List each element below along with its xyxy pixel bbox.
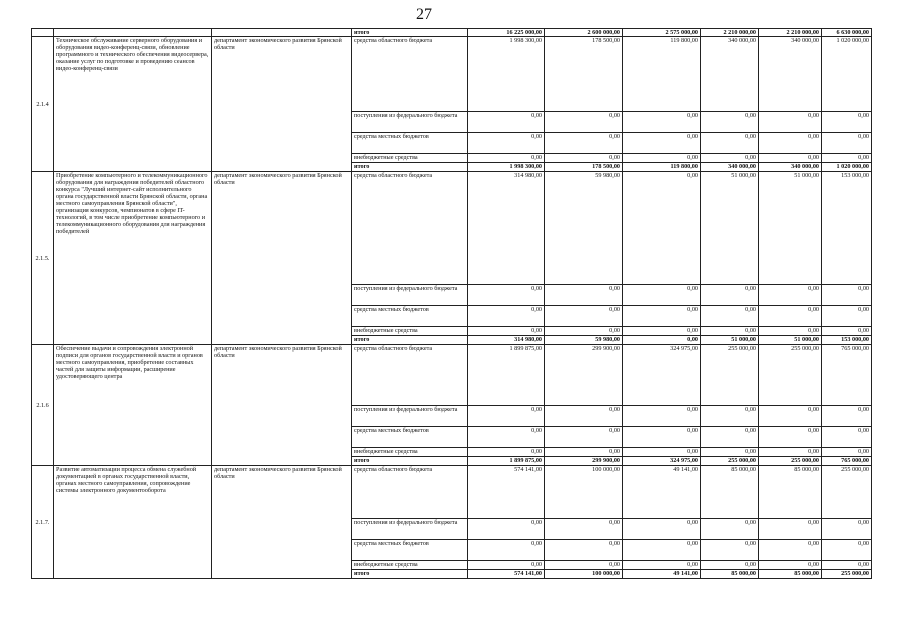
amount-cell: 0,00 [468, 285, 545, 306]
amount-cell: 0,00 [822, 133, 872, 154]
funding-source: итого [352, 457, 468, 466]
funding-source: средства областного бюджета [352, 37, 468, 112]
amount-cell: 255 000,00 [759, 457, 822, 466]
amount-cell: 765 000,00 [822, 457, 872, 466]
amount-cell: 314 980,00 [468, 336, 545, 345]
amount-cell: 100 000,00 [545, 570, 623, 579]
amount-cell: 153 000,00 [822, 172, 872, 285]
amount-cell: 0,00 [759, 540, 822, 561]
amount-cell: 0,00 [468, 561, 545, 570]
amount-cell: 153 000,00 [822, 336, 872, 345]
amount-cell: 0,00 [545, 561, 623, 570]
amount-cell: 0,00 [822, 561, 872, 570]
amount-cell: 0,00 [468, 306, 545, 327]
item-name: Техническое обслуживание серверного оборудования и оборудования видео-конференц-связи, обновление программного и технического обеспечения видеосервера, оказание услуг по подготовке и проведению сеансов видео-конференц-связи [54, 37, 212, 172]
executor-cell [212, 29, 352, 37]
amount-cell: 51 000,00 [701, 336, 759, 345]
name-cell [54, 29, 212, 37]
table-row [32, 345, 872, 406]
amount-cell: 0,00 [701, 448, 759, 457]
amount-cell: 0,00 [545, 154, 623, 163]
amount-cell: 255 000,00 [701, 457, 759, 466]
amount-cell: 255 000,00 [822, 570, 872, 579]
amount-cell: 314 980,00 [468, 172, 545, 285]
funding-source: итого [352, 163, 468, 172]
amount-cell: 574 141,00 [468, 466, 545, 519]
amount-cell: 0,00 [701, 427, 759, 448]
amount-cell: 1 998 300,00 [468, 163, 545, 172]
amount-cell: 51 000,00 [759, 172, 822, 285]
funding-source: поступления из федерального бюджета [352, 406, 468, 427]
amount-cell: 0,00 [468, 427, 545, 448]
amount-cell: 0,00 [822, 285, 872, 306]
amount-cell: 51 000,00 [701, 172, 759, 285]
amount-cell: 0,00 [822, 448, 872, 457]
funding-source: итого [352, 570, 468, 579]
amount-cell: 340 000,00 [701, 163, 759, 172]
amount-cell: 1 020 000,00 [822, 37, 872, 112]
amount-cell: 0,00 [822, 540, 872, 561]
amount-cell: 0,00 [623, 406, 701, 427]
funding-source: средства областного бюджета [352, 172, 468, 285]
amount-cell: 0,00 [759, 133, 822, 154]
funding-source: средства местных бюджетов [352, 427, 468, 448]
amount-cell: 1 020 000,00 [822, 163, 872, 172]
amount-cell: 0,00 [701, 154, 759, 163]
amount-cell: 2 575 000,00 [623, 29, 701, 37]
item-executor: департамент экономического развития Брянской области [212, 345, 352, 466]
amount-cell: 0,00 [545, 306, 623, 327]
amount-cell: 0,00 [623, 327, 701, 336]
table-row [32, 172, 872, 285]
amount-cell: 178 500,00 [545, 163, 623, 172]
funding-source: внебюджетные средства [352, 327, 468, 336]
amount-cell: 0,00 [545, 540, 623, 561]
amount-cell: 49 141,00 [623, 466, 701, 519]
item-index: 2.1.5. [32, 172, 54, 345]
amount-cell: 255 000,00 [759, 345, 822, 406]
funding-source: средства областного бюджета [352, 345, 468, 406]
amount-cell: 324 975,00 [623, 345, 701, 406]
amount-cell: 0,00 [759, 406, 822, 427]
amount-cell: 0,00 [545, 427, 623, 448]
table-row [32, 466, 872, 519]
amount-cell: 0,00 [468, 154, 545, 163]
amount-cell: 119 800,00 [623, 37, 701, 112]
amount-cell: 299 900,00 [545, 457, 623, 466]
amount-cell: 0,00 [701, 133, 759, 154]
amount-cell: 85 000,00 [701, 570, 759, 579]
amount-cell: 255 000,00 [701, 345, 759, 406]
funding-source: поступления из федерального бюджета [352, 285, 468, 306]
amount-cell: 0,00 [623, 540, 701, 561]
amount-cell: 574 141,00 [468, 570, 545, 579]
amount-cell: 59 980,00 [545, 172, 623, 285]
amount-cell: 0,00 [623, 448, 701, 457]
amount-cell: 0,00 [822, 519, 872, 540]
item-executor: департамент экономического развития Брянской области [212, 466, 352, 579]
source-cell: итого [352, 29, 468, 37]
amount-cell: 0,00 [759, 112, 822, 133]
amount-cell: 2 210 000,00 [701, 29, 759, 37]
amount-cell: 0,00 [759, 306, 822, 327]
amount-cell: 51 000,00 [759, 336, 822, 345]
funding-source: поступления из федерального бюджета [352, 112, 468, 133]
amount-cell: 340 000,00 [701, 37, 759, 112]
amount-cell: 2 600 000,00 [545, 29, 623, 37]
amount-cell: 2 210 000,00 [759, 29, 822, 37]
amount-cell: 340 000,00 [759, 163, 822, 172]
amount-cell: 0,00 [623, 112, 701, 133]
amount-cell: 0,00 [468, 519, 545, 540]
amount-cell: 0,00 [468, 112, 545, 133]
amount-cell: 1 998 300,00 [468, 37, 545, 112]
amount-cell: 0,00 [822, 306, 872, 327]
funding-source: средства местных бюджетов [352, 540, 468, 561]
amount-cell: 0,00 [822, 154, 872, 163]
amount-cell: 0,00 [759, 448, 822, 457]
amount-cell: 0,00 [623, 561, 701, 570]
item-index: 2.1.4 [32, 37, 54, 172]
amount-cell: 0,00 [468, 327, 545, 336]
amount-cell: 0,00 [822, 406, 872, 427]
amount-cell: 765 000,00 [822, 345, 872, 406]
amount-cell: 0,00 [759, 561, 822, 570]
amount-cell: 59 980,00 [545, 336, 623, 345]
budget-table [31, 28, 872, 579]
amount-cell: 0,00 [759, 427, 822, 448]
amount-cell: 6 630 000,00 [822, 29, 872, 37]
funding-source: средства местных бюджетов [352, 133, 468, 154]
amount-cell: 0,00 [822, 327, 872, 336]
item-executor: департамент экономического развития Брянской области [212, 37, 352, 172]
amount-cell: 340 000,00 [759, 37, 822, 112]
funding-source: внебюджетные средства [352, 561, 468, 570]
amount-cell: 0,00 [623, 427, 701, 448]
amount-cell: 85 000,00 [759, 570, 822, 579]
funding-source: средства местных бюджетов [352, 306, 468, 327]
amount-cell: 100 000,00 [545, 466, 623, 519]
funding-source: средства областного бюджета [352, 466, 468, 519]
amount-cell: 0,00 [759, 285, 822, 306]
table-row [32, 37, 872, 112]
amount-cell: 0,00 [468, 448, 545, 457]
amount-cell: 0,00 [623, 154, 701, 163]
amount-cell: 0,00 [759, 327, 822, 336]
item-executor: департамент экономического развития Брянской области [212, 172, 352, 345]
amount-cell: 1 899 875,00 [468, 457, 545, 466]
amount-cell: 0,00 [623, 172, 701, 285]
amount-cell: 0,00 [701, 306, 759, 327]
funding-source: поступления из федерального бюджета [352, 519, 468, 540]
amount-cell: 0,00 [623, 133, 701, 154]
amount-cell: 0,00 [623, 519, 701, 540]
amount-cell: 0,00 [623, 336, 701, 345]
amount-cell: 85 000,00 [701, 466, 759, 519]
amount-cell: 85 000,00 [759, 466, 822, 519]
item-name: Развитие автоматизации процесса обмена служебной документацией в органах государственной власти, органах местного самоуправления, сопровождение системы электронного документооборота [54, 466, 212, 579]
amount-cell: 255 000,00 [822, 466, 872, 519]
amount-cell: 16 225 000,00 [468, 29, 545, 37]
item-name: Приобретение компьютерного и телекоммуникационного оборудования для награждения победителей областного конкурса "Лучший интернет-сайт исполнительного органа государственной власти Брянской области, органа местного самоуправления Брянской области", организация конкурсов, чемпионатов в сфере IT- технологий, в том числе приобретение компьютерного и телекоммуникационного оборудования для награждения победителей [54, 172, 212, 345]
amount-cell: 1 899 875,00 [468, 345, 545, 406]
amount-cell: 0,00 [701, 406, 759, 427]
amount-cell: 0,00 [545, 519, 623, 540]
item-name: Обеспечение выдачи и сопровождения электронной подписи для органов государственной власти и органов местного самоуправления, приобретение составных частей для защиты информации, расширение удостоверяющего центра [54, 345, 212, 466]
amount-cell: 0,00 [822, 112, 872, 133]
funding-source: итого [352, 336, 468, 345]
item-index: 2.1.6 [32, 345, 54, 466]
index-cell [32, 29, 54, 37]
amount-cell: 0,00 [701, 561, 759, 570]
funding-source: внебюджетные средства [352, 448, 468, 457]
amount-cell: 0,00 [701, 112, 759, 133]
item-index: 2.1.7. [32, 466, 54, 579]
amount-cell: 0,00 [701, 519, 759, 540]
funding-source: внебюджетные средства [352, 154, 468, 163]
amount-cell: 0,00 [759, 154, 822, 163]
amount-cell: 0,00 [545, 112, 623, 133]
amount-cell: 0,00 [545, 133, 623, 154]
amount-cell: 0,00 [623, 306, 701, 327]
amount-cell: 0,00 [822, 427, 872, 448]
amount-cell: 49 141,00 [623, 570, 701, 579]
amount-cell: 0,00 [701, 327, 759, 336]
amount-cell: 0,00 [468, 406, 545, 427]
amount-cell: 119 800,00 [623, 163, 701, 172]
amount-cell: 324 975,00 [623, 457, 701, 466]
amount-cell: 0,00 [701, 540, 759, 561]
amount-cell: 0,00 [701, 285, 759, 306]
amount-cell: 0,00 [623, 285, 701, 306]
amount-cell: 299 900,00 [545, 345, 623, 406]
amount-cell: 0,00 [468, 540, 545, 561]
amount-cell: 178 500,00 [545, 37, 623, 112]
amount-cell: 0,00 [759, 519, 822, 540]
amount-cell: 0,00 [545, 327, 623, 336]
amount-cell: 0,00 [545, 406, 623, 427]
amount-cell: 0,00 [545, 285, 623, 306]
amount-cell: 0,00 [545, 448, 623, 457]
amount-cell: 0,00 [468, 133, 545, 154]
page-number: 27 [416, 6, 432, 23]
table-row [32, 29, 872, 37]
